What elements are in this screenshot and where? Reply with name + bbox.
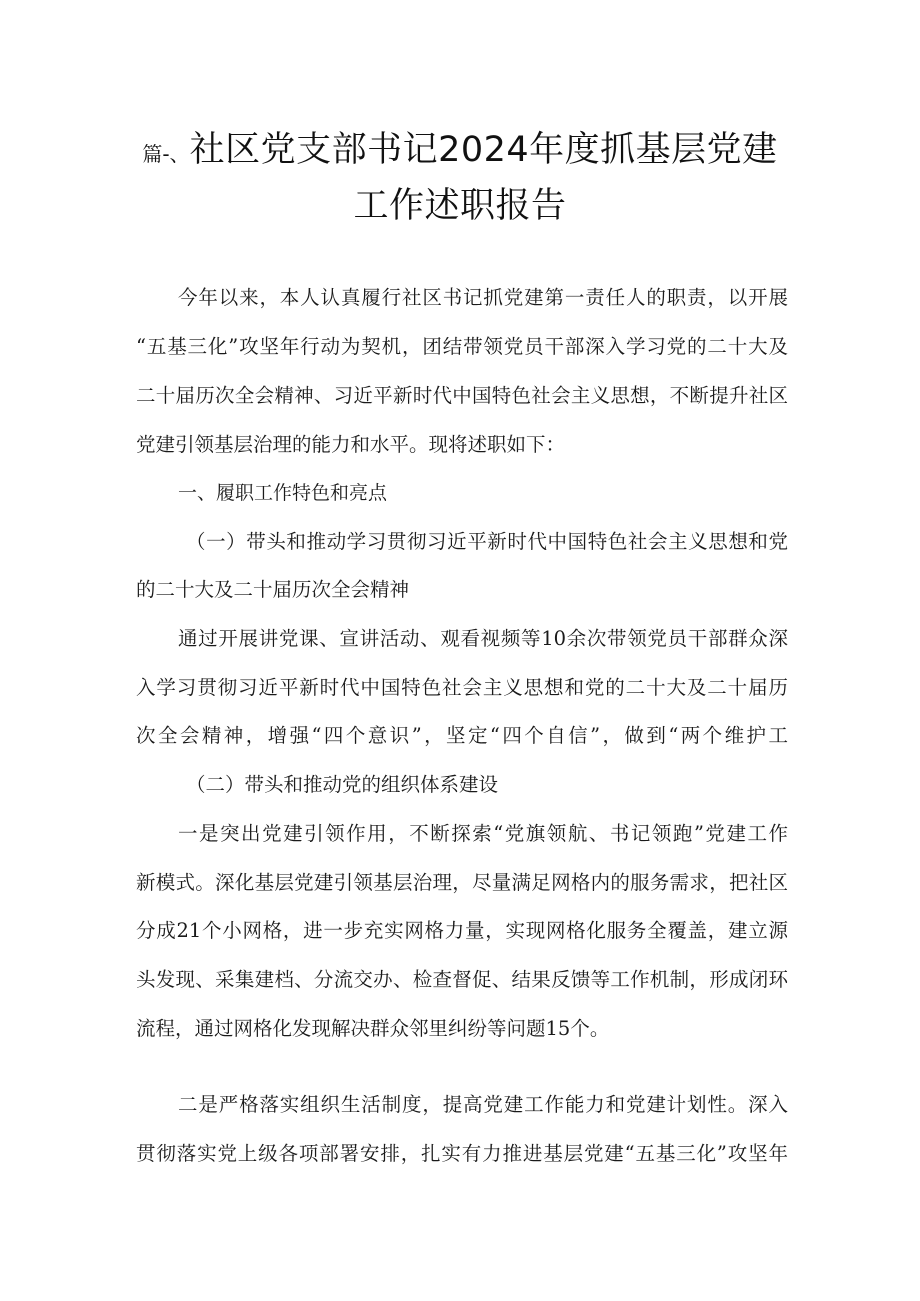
document-title-line-2: 工作述职报告	[353, 186, 567, 226]
title-prefix: 篇-、	[142, 142, 190, 166]
body-line: 新模式。深化基层党建引领基层治理，尽量满足网格内的服务需求，把社区	[136, 871, 788, 894]
body-line: 一是突出党建引领作用，不断探索“党旗领航、书记领跑”党建工作	[178, 822, 788, 845]
body-line: 通过开展讲党课、宣讲活动、观看视频等10余次带领党员干部群众深	[178, 627, 788, 650]
intro-line: 党建引领基层治理的能力和水平。现将述职如下：	[136, 433, 566, 456]
body-line: 贯彻落实党上级各项部署安排，扎实有力推进基层党建“五基三化”攻坚年	[136, 1142, 788, 1165]
body-line: 分成21个小网格，进一步充实网格力量，实现网格化服务全覆盖，建立源	[136, 919, 788, 942]
intro-line: 二十届历次全会精神、习近平新时代中国特色社会主义思想，不断提升社区	[136, 384, 788, 407]
body-line: 头发现、采集建档、分流交办、检查督促、结果反馈等工作机制，形成闭环	[136, 968, 788, 991]
body-line: 次全会精神，增强“四个意识”，坚定“四个自信”，做到“两个维护工	[136, 724, 788, 747]
subsection-title: （一）带头和推动学习贯彻习近平新时代中国特色社会主义思想和党	[186, 530, 788, 553]
section-heading: 一、履职工作特色和亮点	[178, 482, 388, 504]
subsection-title: （二）带头和推动党的组织体系建设	[186, 773, 499, 796]
body-line: 流程，通过网格化发现解决群众邻里纠纷等问题15个。	[136, 1017, 610, 1040]
document-title-line-1	[0, 122, 920, 172]
title-main: 社区党支部书记2024年度抓基层党建	[189, 130, 778, 170]
subsection-title: 的二十大及二十届历次全会精神	[136, 578, 410, 601]
intro-line: 今年以来，本人认真履行社区书记抓党建第一责任人的职责，以开展	[178, 286, 788, 309]
body-line: 二是严格落实组织生活制度，提高党建工作能力和党建计划性。深入	[178, 1093, 788, 1116]
intro-line: “五基三化”攻坚年行动为契机，团结带领党员干部深入学习党的二十大及	[136, 335, 788, 358]
body-line: 入学习贯彻习近平新时代中国特色社会主义思想和党的二十大及二十届历	[136, 676, 788, 699]
